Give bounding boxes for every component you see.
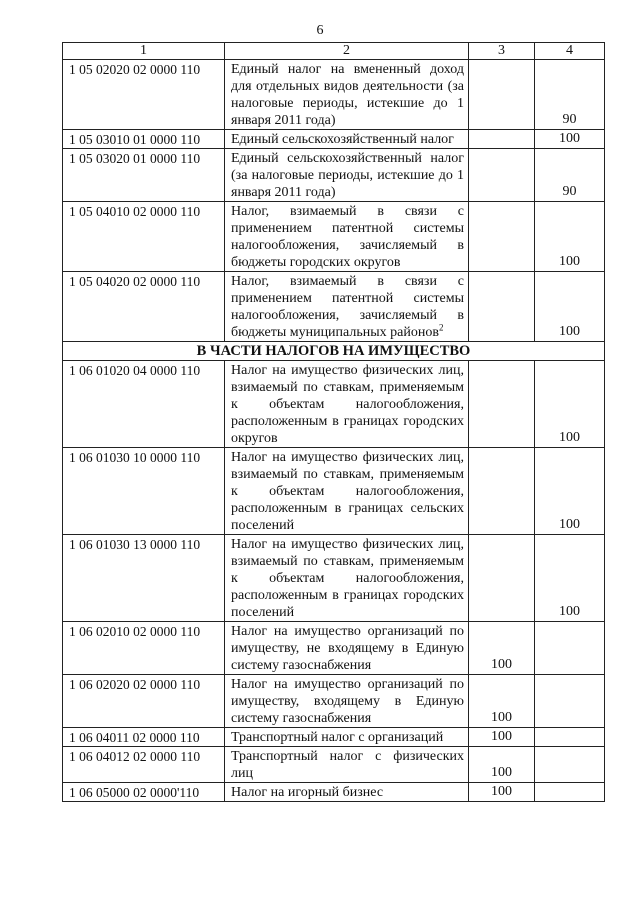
norm-col-3	[469, 272, 535, 342]
table-row	[63, 130, 605, 149]
revenue-name	[225, 622, 469, 675]
revenue-name-text: Транспортный налог с физических лиц	[231, 749, 464, 781]
revenue-name-text: Налог на имущество физических лиц, взимаемый по ставкам, применяемым к объектам налогообложения, расположенным в границах сельских поселений	[231, 450, 464, 533]
revenue-code: 1 06 05000 02 0000'110	[63, 783, 225, 802]
footnote-marker: 2	[438, 322, 444, 333]
table-row	[63, 675, 605, 728]
revenue-name-text: Единый сельскохозяйственный налог	[231, 132, 454, 147]
revenue-code: 1 06 01030 13 0000 110	[63, 535, 225, 622]
norm-col-4: 100	[535, 272, 605, 342]
revenue-name-text: Налог на игорный бизнес	[231, 785, 384, 800]
table-row	[63, 783, 605, 802]
revenue-code: 1 05 02020 02 0000 110	[63, 60, 225, 130]
revenue-name-text: Налог, взимаемый в связи с применением патентной системы налогообложения, зачисляемый в бюджеты городских округов	[231, 204, 464, 270]
section-title: В ЧАСТИ НАЛОГОВ НА ИМУЩЕСТВО	[63, 342, 605, 361]
norm-col-4	[535, 675, 605, 728]
norm-col-3: 100	[469, 747, 535, 783]
revenue-name	[225, 448, 469, 535]
revenue-name	[225, 783, 469, 802]
col-header-4: 4	[535, 43, 605, 60]
norm-col-4: 90	[535, 149, 605, 202]
revenue-name	[225, 728, 469, 747]
revenue-name	[225, 202, 469, 272]
revenue-name-text: Транспортный налог с организаций	[231, 730, 444, 745]
section-row	[63, 342, 605, 361]
table-row	[63, 149, 605, 202]
revenue-name-text: Налог на имущество организаций по имуществу, входящему в Единую систему газоснабжения	[231, 677, 464, 726]
norm-col-4: 100	[535, 130, 605, 149]
revenue-code: 1 06 01030 10 0000 110	[63, 448, 225, 535]
norm-col-4	[535, 622, 605, 675]
norm-col-4	[535, 728, 605, 747]
table-row	[63, 728, 605, 747]
revenue-code: 1 05 04010 02 0000 110	[63, 202, 225, 272]
norm-col-4	[535, 747, 605, 783]
revenue-name-text: Единый налог на вмененный доход для отдельных видов деятельности (за налоговые периоды, истекшие до 1 января 2011 года)	[231, 62, 464, 128]
norm-col-4: 100	[535, 361, 605, 448]
col-header-2: 2	[225, 43, 469, 60]
norm-col-3	[469, 535, 535, 622]
revenue-code: 1 05 03020 01 0000 110	[63, 149, 225, 202]
revenue-name	[225, 60, 469, 130]
norm-col-3: 100	[469, 675, 535, 728]
norm-col-3	[469, 130, 535, 149]
revenue-name	[225, 149, 469, 202]
norm-col-3	[469, 202, 535, 272]
norm-col-3: 100	[469, 783, 535, 802]
revenue-name	[225, 361, 469, 448]
revenue-name-text: Налог на имущество организаций по имуществу, не входящему в Единую систему газоснабжения	[231, 624, 464, 673]
norm-col-4: 100	[535, 202, 605, 272]
norm-col-3	[469, 149, 535, 202]
table-row	[63, 448, 605, 535]
table-row	[63, 202, 605, 272]
revenue-name-text: Налог на имущество физических лиц, взимаемый по ставкам, применяемым к объектам налогообложения, расположенным в границах городских поселений	[231, 537, 464, 620]
revenue-table	[62, 42, 605, 802]
norm-col-3: 100	[469, 622, 535, 675]
revenue-code: 1 05 03010 01 0000 110	[63, 130, 225, 149]
norm-col-4: 100	[535, 448, 605, 535]
revenue-name	[225, 272, 469, 342]
norm-col-4: 100	[535, 535, 605, 622]
table-row	[63, 622, 605, 675]
revenue-code: 1 06 02020 02 0000 110	[63, 675, 225, 728]
revenue-name-text: Налог на имущество физических лиц, взимаемый по ставкам, применяемым к объектам налогообложения, расположенным в границах городских округов	[231, 363, 464, 446]
revenue-name	[225, 675, 469, 728]
revenue-code: 1 06 04011 02 0000 110	[63, 728, 225, 747]
table-row	[63, 361, 605, 448]
norm-col-3	[469, 60, 535, 130]
revenue-name-text: Единый сельскохозяйственный налог (за налоговые периоды, истекшие до 1 января 2011 года)	[231, 151, 464, 200]
norm-col-4: 90	[535, 60, 605, 130]
table-row	[63, 535, 605, 622]
table-row	[63, 272, 605, 342]
norm-col-3	[469, 448, 535, 535]
revenue-code: 1 05 04020 02 0000 110	[63, 272, 225, 342]
revenue-code: 1 06 04012 02 0000 110	[63, 747, 225, 783]
revenue-name	[225, 747, 469, 783]
revenue-code: 1 06 01020 04 0000 110	[63, 361, 225, 448]
revenue-code: 1 06 02010 02 0000 110	[63, 622, 225, 675]
table-row	[63, 60, 605, 130]
header-row	[63, 43, 605, 60]
page-number: 6	[316, 23, 324, 38]
revenue-name	[225, 130, 469, 149]
revenue-name-text: Налог, взимаемый в связи с применением патентной системы налогообложения, зачисляемый в бюджеты муниципальных районов	[231, 274, 464, 340]
col-header-3: 3	[469, 43, 535, 60]
norm-col-3: 100	[469, 728, 535, 747]
norm-col-3	[469, 361, 535, 448]
col-header-1: 1	[63, 43, 225, 60]
revenue-name	[225, 535, 469, 622]
table-row	[63, 747, 605, 783]
norm-col-4	[535, 783, 605, 802]
